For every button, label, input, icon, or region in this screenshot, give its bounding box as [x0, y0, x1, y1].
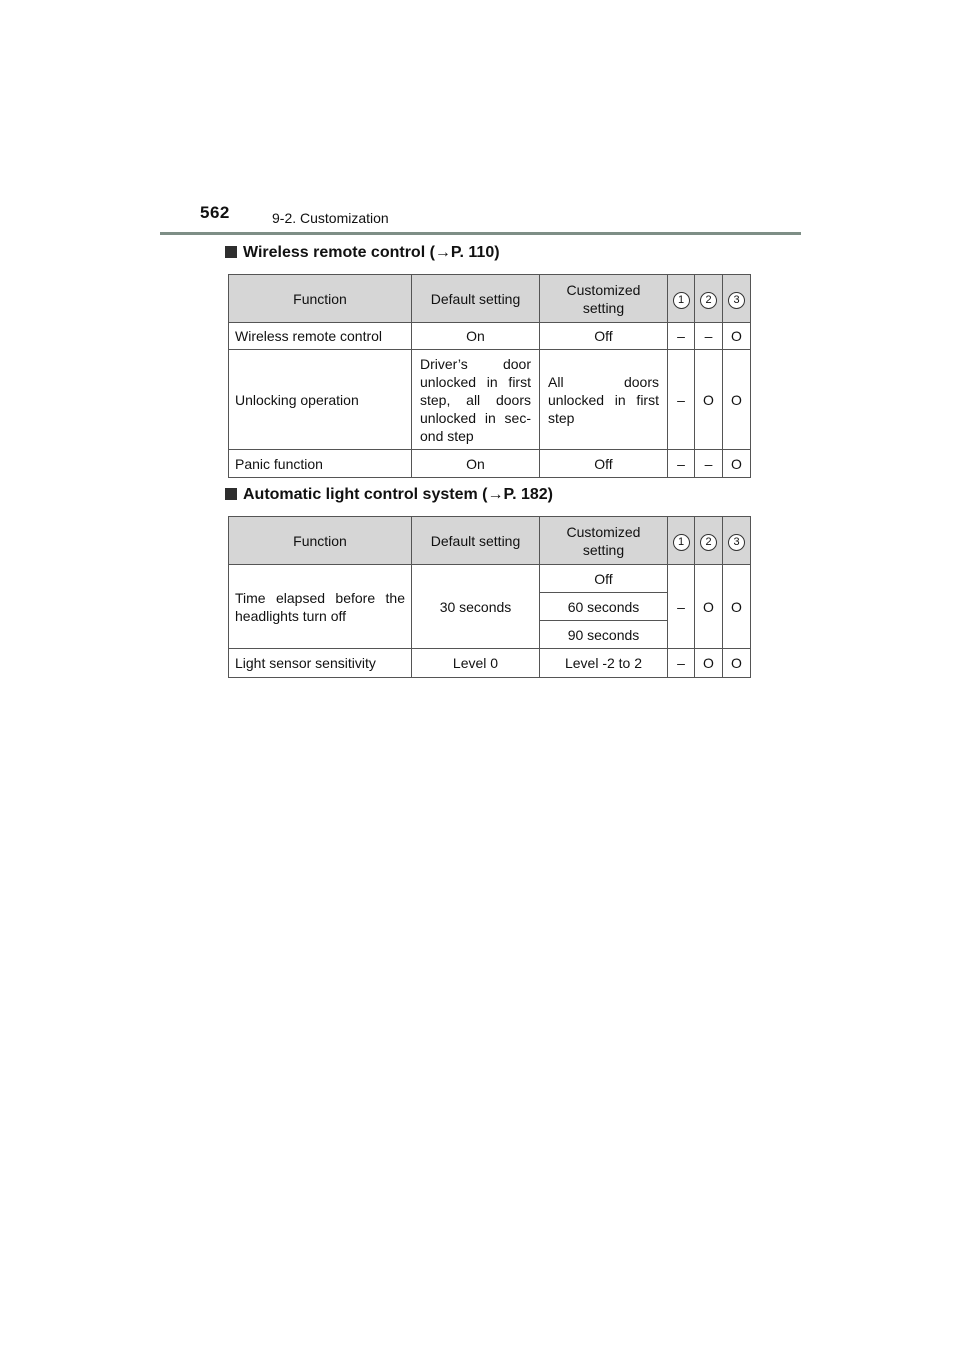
cell-function: Unlocking operation [229, 350, 412, 450]
cell-default: Level 0 [412, 649, 540, 678]
cell-function: Time elapsed before the headlights turn off [229, 565, 412, 649]
cell-c1: – [668, 450, 695, 478]
table-header-row [229, 275, 751, 323]
cell-c2: – [695, 450, 723, 478]
cell-function: Panic function [229, 450, 412, 478]
cell-custom: Off [540, 450, 668, 478]
table-row [229, 450, 751, 478]
circled-3-icon: 3 [728, 534, 745, 551]
chapter-title: 9-2. Customization [272, 210, 389, 226]
page-number: 562 [200, 203, 230, 222]
cell-c1: – [668, 565, 695, 649]
circled-1-icon: 1 [673, 292, 690, 309]
cell-c3: O [723, 350, 751, 450]
section-title: Automatic light control system ( [243, 486, 488, 503]
header-col-2 [695, 517, 723, 565]
cell-c1: – [668, 323, 695, 350]
automatic-light-table [228, 516, 751, 678]
section-heading-automatic-light [225, 486, 553, 504]
circled-2-icon: 2 [700, 292, 717, 309]
cell-c2: O [695, 565, 723, 649]
cell-custom-option: Off [540, 565, 668, 593]
arrow-icon: → [434, 244, 451, 261]
header-col-3 [723, 517, 751, 565]
square-bullet-icon [225, 488, 237, 500]
page-reference: P. 110) [450, 244, 500, 261]
page-reference: P. 182) [503, 486, 553, 503]
cell-c1: – [668, 350, 695, 450]
cell-c2: O [695, 350, 723, 450]
header-col-2 [695, 275, 723, 323]
cell-custom: All doors unlocked in first step [540, 350, 668, 450]
table-row [229, 649, 751, 678]
cell-c3: O [723, 565, 751, 649]
cell-custom-option: 60 seconds [540, 593, 668, 621]
cell-default: On [412, 323, 540, 350]
cell-c1: – [668, 649, 695, 678]
cell-default: Driver’s door unlocked in first step, all doors unlocked in sec-ond step [412, 350, 540, 450]
header-col-1 [668, 517, 695, 565]
cell-custom: Off [540, 323, 668, 350]
cell-custom-option: 90 seconds [540, 621, 668, 649]
square-bullet-icon [225, 246, 237, 258]
table-header-row [229, 517, 751, 565]
section-title: Wireless remote control ( [243, 244, 435, 261]
cell-c3: O [723, 649, 751, 678]
cell-c2: – [695, 323, 723, 350]
header-function: Function [229, 517, 412, 565]
header-default-setting: Default setting [412, 517, 540, 565]
arrow-icon: → [487, 486, 504, 503]
header-default-setting: Default setting [412, 275, 540, 323]
circled-1-icon: 1 [673, 534, 690, 551]
cell-function: Light sensor sensitivity [229, 649, 412, 678]
table-row [229, 350, 751, 450]
header-customized-setting: Customized setting [540, 517, 668, 565]
circled-3-icon: 3 [728, 292, 745, 309]
header-function: Function [229, 275, 412, 323]
cell-default: 30 seconds [412, 565, 540, 649]
cell-default: On [412, 450, 540, 478]
header-rule [160, 232, 801, 235]
header-customized-setting: Customized setting [540, 275, 668, 323]
header-col-1 [668, 275, 695, 323]
cell-function: Wireless remote control [229, 323, 412, 350]
header-col-3 [723, 275, 751, 323]
wireless-remote-table [228, 274, 751, 478]
cell-c3: O [723, 323, 751, 350]
table-row [229, 565, 751, 593]
cell-c3: O [723, 450, 751, 478]
section-heading-wireless-remote [225, 244, 500, 262]
table-row [229, 323, 751, 350]
circled-2-icon: 2 [700, 534, 717, 551]
cell-c2: O [695, 649, 723, 678]
cell-custom: Level -2 to 2 [540, 649, 668, 678]
